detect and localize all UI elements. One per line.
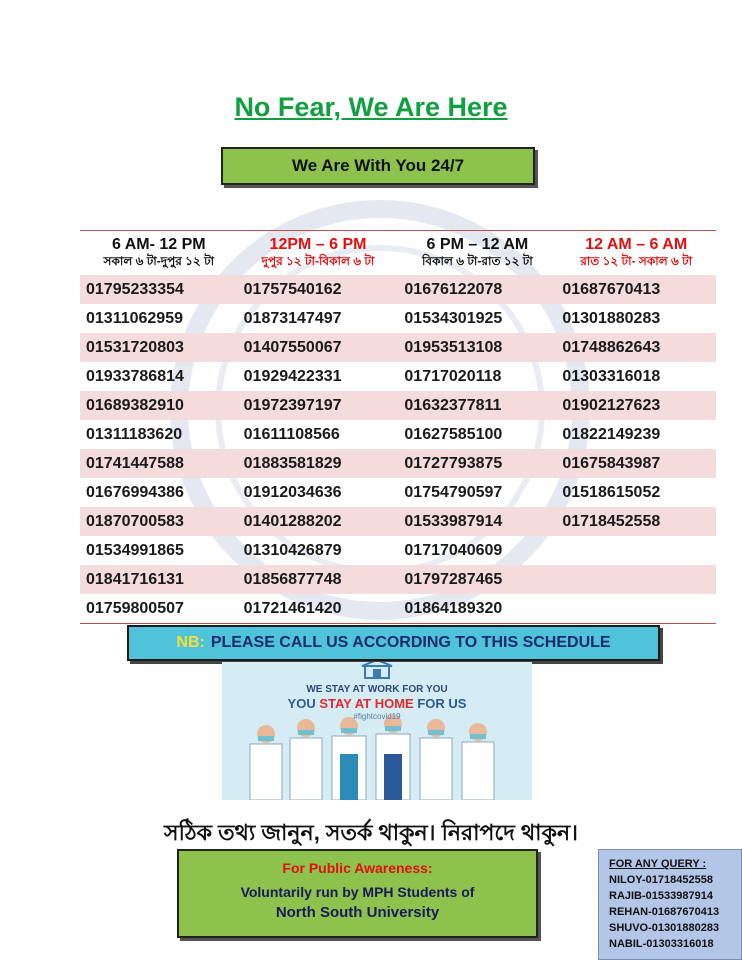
schedule-column-header [80,231,238,276]
subtitle-banner: We Are With You 24/7 [221,147,535,185]
schedule-header-row [80,231,716,276]
phone-number: 01972397197 [238,391,399,420]
phone-number: 01741447588 [80,449,238,478]
poster-hashtag: #fightcovid19 [353,712,401,721]
query-contact: REHAN-01687670413 [609,906,720,918]
shift-time: 12 AM – 6 AM [585,236,688,253]
phone-number [556,565,716,594]
phone-number: 01534301925 [404,309,503,327]
phone-number: 01883581829 [238,449,399,478]
table-row [80,478,716,507]
nb-text: PLEASE CALL US ACCORDING TO THIS SCHEDULE [210,634,611,651]
table-row [80,362,716,391]
query-heading: FOR ANY QUERY : [609,858,707,870]
table-row [80,391,716,420]
phone-number: 01953513108 [398,333,556,362]
table-row [80,275,716,304]
phone-number: 01841716131 [80,565,238,594]
page-title: No Fear, We Are Here [234,92,508,122]
phone-number: 01721461420 [238,594,399,624]
phone-number: 01795233354 [80,275,238,304]
phone-number: 01912034636 [243,483,342,501]
awareness-line-1: Voluntarily run by MPH Students of [240,884,475,900]
schedule-body [80,275,716,624]
phone-number: 01929422331 [243,367,342,385]
shift-time: 12PM – 6 PM [269,236,367,253]
phone-number: 01518615052 [562,483,661,501]
table-row [80,536,716,565]
phone-number: 01534991865 [86,541,184,559]
phone-number: 01748862643 [556,333,716,362]
table-row [80,333,716,362]
poster-line-home [222,696,532,711]
phone-number: 01870700583 [80,507,238,536]
poster-stay-at-home: STAY AT HOME [319,696,414,711]
poster-you: YOU [287,696,316,711]
phone-number: 01856877748 [238,565,399,594]
phone-number: 01311062959 [86,309,183,327]
query-contact: NABIL-01303316018 [609,938,714,950]
phone-number: 01902127623 [556,391,716,420]
phone-number: 01759800507 [80,594,238,624]
phone-number: 01873147497 [243,309,342,327]
awareness-line-2: North South University [275,904,440,921]
phone-number: 01933786814 [86,367,184,385]
query-contacts-box [598,849,742,960]
table-row [80,507,716,536]
phone-number: 01611108566 [243,425,340,443]
phone-number: 01301880283 [562,309,661,327]
phone-number: 01754790597 [404,483,503,501]
table-row [80,594,716,624]
shift-time-bangla: দুপুর ১২ টা-বিকাল ৬ টা [261,254,375,268]
table-row [80,304,716,333]
awareness-box [177,849,538,938]
phone-number: 01822149239 [562,425,661,443]
phone-number: 01797287465 [398,565,556,594]
shift-time: 6 PM – 12 AM [426,236,529,253]
phone-number: 01632377811 [398,391,556,420]
phone-number: 01676994386 [86,483,184,501]
phone-number: 01717020118 [404,367,502,385]
shift-time-bangla: সকাল ৬ টা-দুপুর ১২ টা [103,254,215,268]
doctors-illustration [222,662,532,800]
bangla-safety-message: সঠিক তথ্য জানুন, সতর্ক থাকুন। নিরাপদে থাকুন। [164,820,578,845]
phone-number: 01627585100 [404,425,503,443]
query-contact: SHUVO-01301880283 [609,922,720,934]
query-contact: NILOY-01718452558 [609,874,713,886]
phone-number: 01303316018 [562,367,661,385]
shift-time: 6 AM- 12 PM [111,236,206,253]
query-contact: RAJIB-01533987914 [609,890,713,902]
phone-number: 01310426879 [243,541,342,559]
phone-number: 01864189320 [398,594,556,624]
phone-number [556,536,716,565]
schedule-table [80,230,716,624]
phone-number: 01531720803 [80,333,238,362]
phone-number: 01757540162 [238,275,399,304]
poster-for-us: FOR US [417,696,467,711]
phone-number: 01533987914 [398,507,556,536]
schedule-column-header [556,231,716,276]
phone-number: 01727793875 [398,449,556,478]
phone-number: 01311183620 [86,425,183,443]
phone-number [556,594,716,624]
phone-number: 01687670413 [556,275,716,304]
phone-number: 01676122078 [398,275,556,304]
phone-number: 01407550067 [238,333,399,362]
table-row [80,449,716,478]
shift-time-bangla: রাত ১২ টা- সকাল ৬ টা [580,254,693,268]
schedule-column-header [398,231,556,276]
table-row [80,565,716,594]
nb-label: NB: [176,634,205,651]
phone-number: 01718452558 [556,507,716,536]
phone-number: 01401288202 [238,507,399,536]
nb-banner [127,625,660,661]
awareness-heading: For Public Awareness: [282,860,433,876]
phone-number: 01675843987 [556,449,716,478]
poster-line-work: WE STAY AT WORK FOR YOU [306,684,448,695]
schedule-column-header [238,231,399,276]
phone-number: 01689382910 [80,391,238,420]
stay-home-poster [222,662,532,800]
phone-number: 01717040609 [404,541,503,559]
shift-time-bangla: বিকাল ৬ টা-রাত ১২ টা [421,254,533,268]
table-row [80,420,716,449]
